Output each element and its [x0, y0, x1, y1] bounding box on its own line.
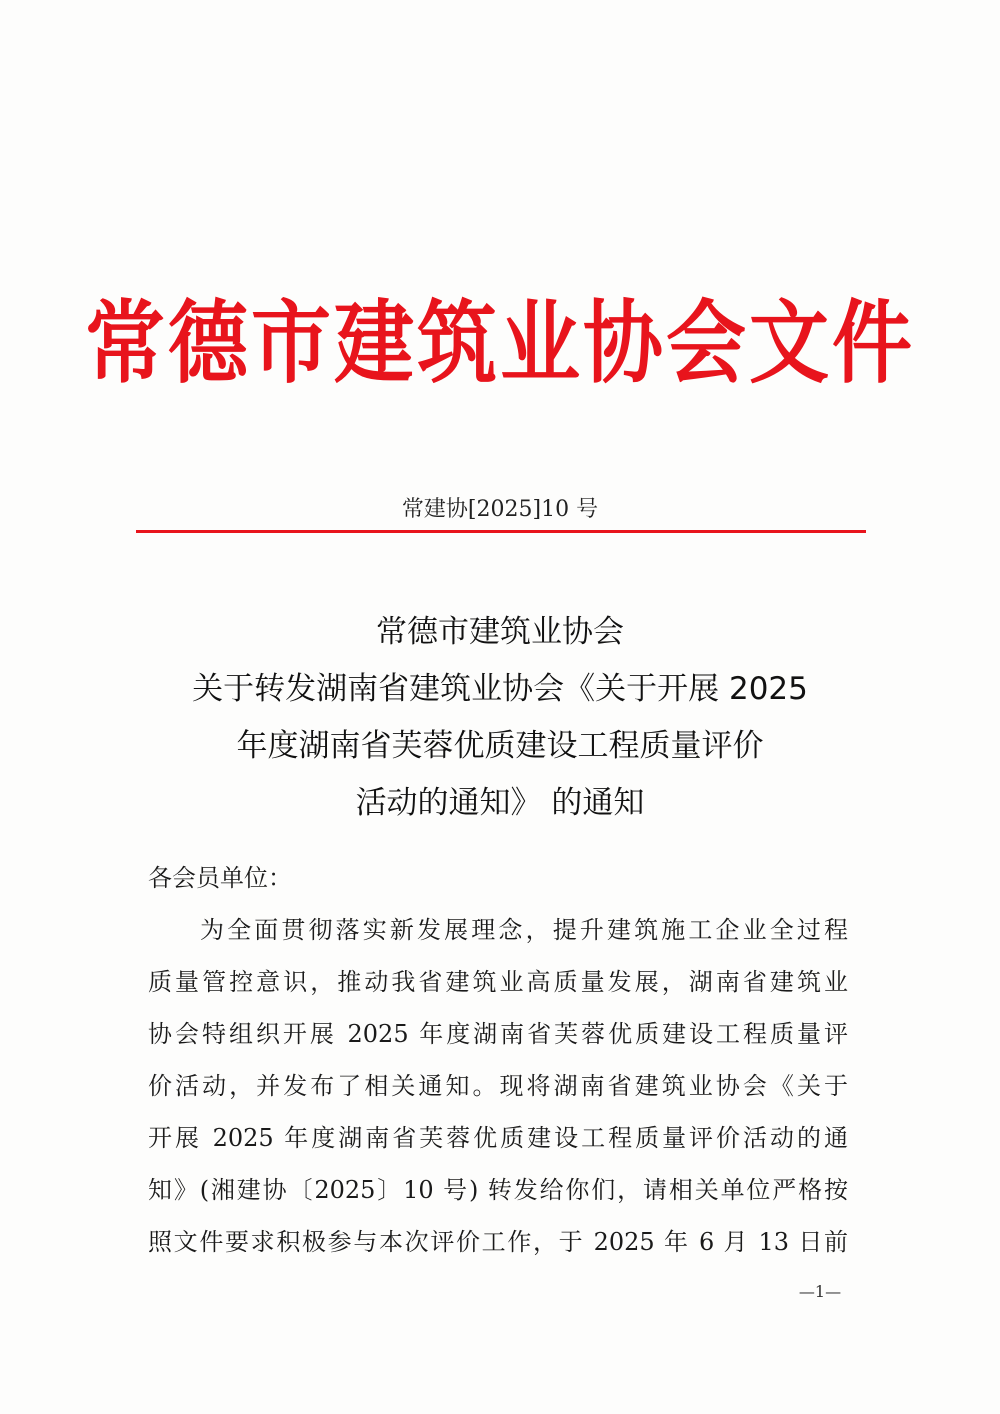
body-line-3: 协会特组织开展 2025 年度湖南省芙蓉优质建设工程质量评	[148, 1020, 848, 1048]
document-number: 常建协[2025]10 号	[401, 497, 599, 522]
title-line-4: 活动的通知》 的通知	[355, 785, 645, 821]
body-line-1: 为全面贯彻落实新发展理念，提升建筑施工企业全过程	[200, 916, 848, 944]
salutation: 各会员单位：	[148, 864, 292, 892]
title-line-1: 常德市建筑业协会	[376, 614, 624, 650]
notice-title	[100, 604, 900, 832]
body-paragraph	[148, 904, 848, 1268]
body-line-5: 开展 2025 年度湖南省芙蓉优质建设工程质量评价活动的通	[148, 1124, 848, 1152]
masthead-title: 常德市建筑业协会文件	[85, 290, 915, 396]
body-line-2: 质量管控意识，推动我省建筑业高质量发展，湖南省建筑业	[148, 968, 848, 996]
body-line-4: 价活动，并发布了相关通知。现将湖南省建筑业协会《关于	[148, 1072, 848, 1100]
body-line-7: 照文件要求积极参与本次评价工作，于 2025 年 6 月 13 日前	[148, 1228, 848, 1256]
body-line-6: 知》(湘建协〔2025〕10 号) 转发给你们，请相关单位严格按	[148, 1176, 848, 1204]
page-number: —1—	[798, 1282, 842, 1301]
red-divider-rule	[136, 530, 866, 533]
title-line-2: 关于转发湖南省建筑业协会《关于开展 2025	[192, 671, 808, 707]
title-line-3: 年度湖南省芙蓉优质建设工程质量评价	[236, 728, 764, 764]
